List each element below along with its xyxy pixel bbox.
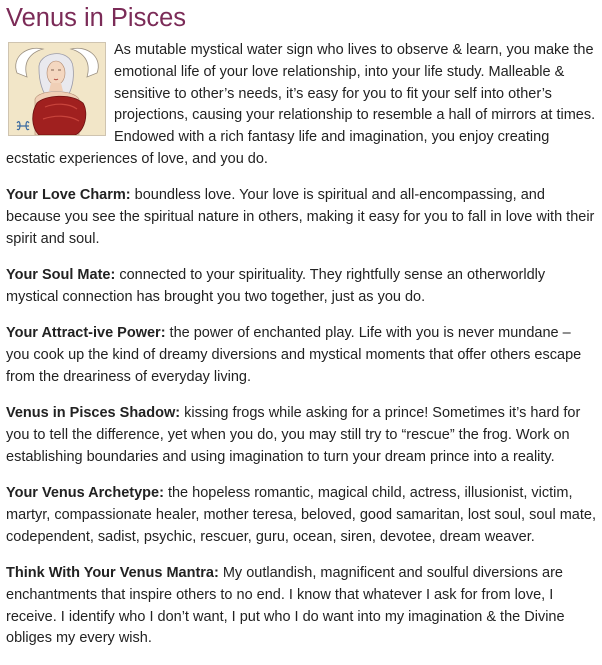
section-archetype — [6, 483, 598, 548]
pisces-venus-figure-icon — [8, 42, 106, 136]
intro-block — [6, 40, 598, 171]
section-attractive-power — [6, 323, 598, 388]
section-mantra — [6, 563, 598, 650]
section-label: Your Attract-ive Power: — [6, 325, 166, 342]
section-text: the hopeless romantic, magical child, actress, illusionist, victim, martyr, compassionate healer, mother teresa, beloved, good samaritan, lost soul, soul mate, codependent, sadist, psychic, rescuer, guru, ocean, siren, devotee, dream weaver. — [6, 485, 596, 545]
article — [6, 2, 598, 665]
section-label: Venus in Pisces Shadow: — [6, 405, 181, 422]
section-love-charm — [6, 185, 598, 250]
section-text: the power of enchanted play. Life with you is never mundane – you cook up the kind of dreamy diversions and mystical moments that offer others escape from the dreariness of everyday living. — [6, 325, 582, 385]
intro-paragraph: As mutable mystical water sign who lives to observe & learn, you make the emotional life of your love relationship, into your life study. Malleable & sensitive to other’s needs, it’s easy for you to fit your self into other’s projections, causing your relationship to resemble a hall of mirrors at times. Endowed with a rich fantasy life and imagination, you enjoy creating ecstatic experiences of love, and you do. — [6, 42, 596, 167]
section-text: kissing frogs while asking for a prince! Sometimes it’s hard for you to tell the difference, yet when you do, you may still try to “rescue” the frog. Work on establishing boundaries and using imagination to turn your dream prince into a reality. — [6, 405, 581, 465]
section-soul-mate — [6, 265, 598, 309]
section-label: Your Soul Mate: — [6, 267, 116, 284]
section-shadow — [6, 403, 598, 468]
page-title: Venus in Pisces — [6, 4, 187, 32]
section-label: Your Love Charm: — [6, 187, 131, 204]
section-text: boundless love. Your love is spiritual and all-encompassing, and because you see the spiritual nature in others, making it easy for you to fall in love with their spirit and soul. — [6, 187, 595, 247]
section-label: Your Venus Archetype: — [6, 485, 164, 502]
section-text: My outlandish, magnificent and soulful diversions are enchantments that inspire others to no end. I know that whatever I ask for from love, I receive. I identify who I don’t want, I put who I do want into my imagination & the Divine obliges my every wish. — [6, 564, 565, 647]
section-label: Think With Your Venus Mantra: — [6, 564, 219, 581]
section-text: connected to your spirituality. They rightfully sense an otherworldly mystical connection has brought you two together, just as you do. — [6, 267, 546, 305]
